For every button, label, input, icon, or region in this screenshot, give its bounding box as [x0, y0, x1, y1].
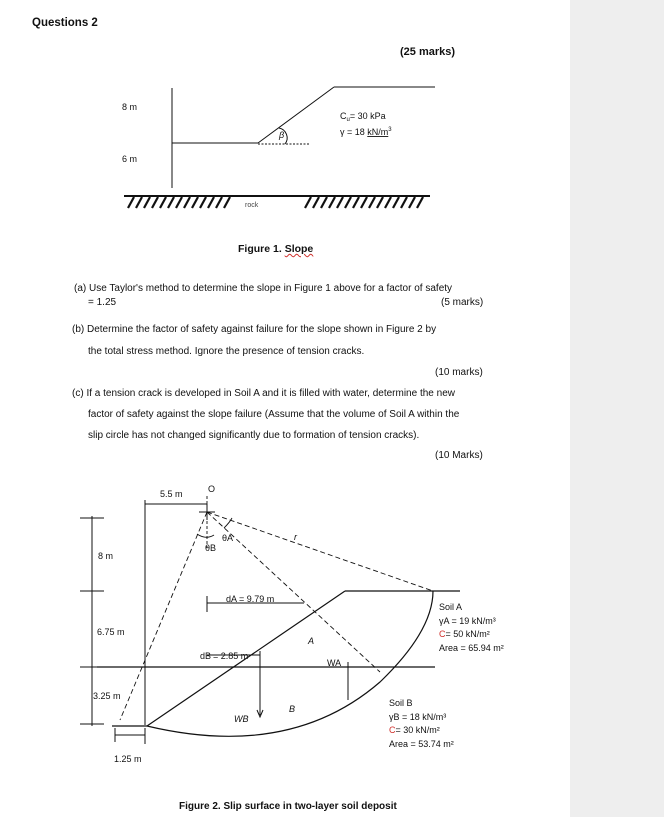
fig1-dim-top-label: 8 m	[122, 102, 138, 112]
fig2-wb-label: WB	[234, 714, 249, 724]
fig2-dim-5-5m: 5.5 m	[160, 489, 183, 499]
fig2-theta-a-arc	[224, 518, 232, 528]
figure-1-slope-diagram	[0, 0, 570, 260]
fig2-soil-b-region-label: B	[289, 704, 296, 714]
fig1-angle-symbol: β	[279, 130, 285, 140]
question-c-line2: factor of safety against the slope failure (Assume that the volume of Soil A within the	[88, 409, 460, 420]
fig2-soil-b-gamma: γB = 18 kN/m³	[389, 712, 447, 722]
fig1-dim-bottom-label: 6 m	[122, 154, 138, 164]
fig1-slope-face	[258, 87, 334, 143]
fig2-wa-label: WA	[327, 658, 342, 668]
figure-1-caption: Figure 1. Slope	[238, 243, 314, 255]
fig2-soil-b-area: Area = 53.74 m²	[389, 739, 454, 749]
total-marks: (25 marks)	[400, 46, 456, 58]
fig2-soil-b-title: Soil B	[389, 698, 413, 708]
fig2-radius-to-toe	[120, 512, 207, 720]
fig2-radius-label: r	[294, 532, 297, 542]
fig2-dim-8m: 8 m	[98, 551, 114, 561]
fig2-theta-a-label: θA	[222, 533, 234, 543]
fig1-rock-label: rock	[245, 202, 259, 209]
fig2-theta-b-arc	[197, 534, 214, 537]
fig2-dim-6-75m: 6.75 m	[97, 627, 125, 637]
question-b-line1: (b) Determine the factor of safety against failure for the slope shown in Figure 2 by	[72, 324, 437, 335]
fig2-soil-b-c-symbol: C	[389, 725, 396, 735]
fig2-radius-to-crest	[207, 512, 433, 591]
question-c-marks: (10 Marks)	[435, 450, 483, 461]
fig2-soil-a-c-symbol: C	[439, 629, 446, 639]
question-b-marks: (10 marks)	[435, 367, 483, 378]
fig1-cohesion: $C_u= 30$ kPa	[340, 111, 386, 123]
figure-2-caption: Figure 2. Slip surface in two-layer soil deposit	[179, 801, 397, 812]
fig1-unit-weight: γ = 18 $kN/m^3$	[340, 127, 392, 137]
question-a-line2: = 1.25	[88, 297, 117, 308]
fig1-rock-hatch-left	[128, 197, 230, 208]
question-heading: Questions 2	[32, 17, 98, 29]
fig2-theta-b-label: θB	[205, 543, 217, 553]
question-c-line1: (c) If a tension crack is developed in Soil A and it is filled with water, determine the new	[72, 388, 455, 399]
fig2-dim-1-25m: 1.25 m	[114, 754, 142, 764]
fig2-soil-a-region-label: A	[308, 636, 315, 646]
question-a-line1: (a) Use Taylor's method to determine the slope in Figure 1 above for a factor of safety	[74, 283, 453, 294]
question-a-marks: (5 marks)	[441, 297, 484, 308]
fig2-dim-3-25m: 3.25 m	[93, 691, 121, 701]
fig1-rock-hatch-right	[305, 197, 423, 208]
fig2-soil-a-cohesion: C= 50 kN/m²	[439, 629, 490, 639]
fig2-center-label: O	[208, 484, 216, 494]
question-b-line2: the total stress method. Ignore the presence of tension cracks.	[88, 346, 365, 357]
fig2-soil-a-gamma: γA = 19 kN/m³	[439, 616, 496, 626]
fig2-db-label: dB = 2.85 m	[200, 651, 249, 661]
question-c-line3: slip circle has not changed significantly due to formation of tension cracks).	[88, 430, 420, 441]
figure-2-slip-surface-diagram	[0, 470, 570, 815]
fig2-da-label: dA = 9.79 m	[226, 594, 275, 604]
fig2-soil-b-cohesion: C= 30 kN/m²	[389, 725, 440, 735]
fig2-soil-a-title: Soil A	[439, 602, 463, 612]
fig2-soil-a-area: Area = 65.94 m²	[439, 643, 504, 653]
